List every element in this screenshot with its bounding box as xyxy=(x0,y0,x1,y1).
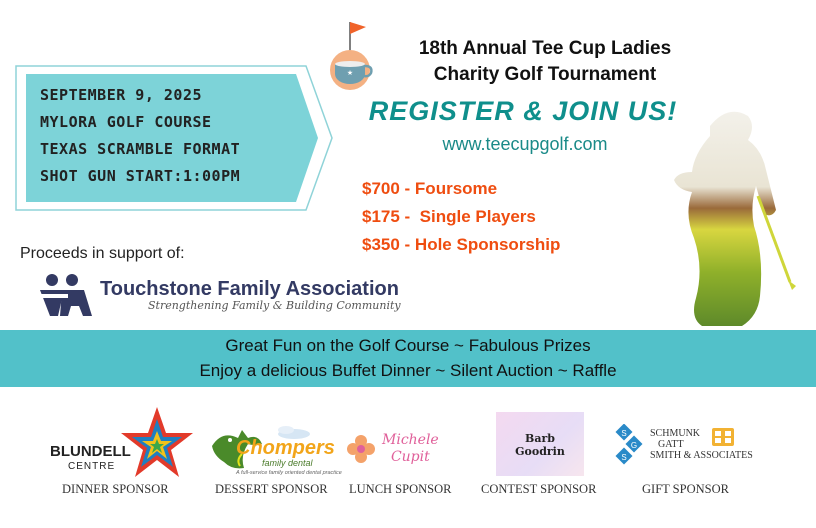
svg-text:★: ★ xyxy=(346,70,354,77)
dinner-sponsor-caption: DINNER SPONSOR xyxy=(62,482,169,496)
event-format: TEXAS SCRAMBLE FORMAT xyxy=(40,140,241,158)
event-date: SEPTEMBER 9, 2025 xyxy=(40,86,203,104)
highlights-line-2: Enjoy a delicious Buffet Dinner ~ Silent Auction ~ Raffle xyxy=(199,361,617,380)
sgs-diamond-icon xyxy=(612,424,652,468)
chompers-logo-sub: family dental xyxy=(262,458,313,468)
svg-text:S: S xyxy=(621,429,627,438)
beneficiary-name: Touchstone Family Association xyxy=(100,278,399,300)
event-details xyxy=(40,82,310,190)
price-single: $175 - Single Players xyxy=(362,207,536,226)
contest-sponsor-caption: CONTEST SPONSOR xyxy=(481,482,597,496)
lunch-sponsor-caption: LUNCH SPONSOR xyxy=(349,482,452,496)
dessert-sponsor-caption: DESSERT SPONSOR xyxy=(215,482,328,496)
price-foursome: $700 - Foursome xyxy=(362,179,498,198)
title-line-2: Charity Golf Tournament xyxy=(433,64,657,85)
barb-last-name: Goodrin xyxy=(515,445,565,458)
svg-text:S: S xyxy=(621,453,627,462)
register-heading: REGISTER & JOIN US! xyxy=(368,96,678,126)
sgs-name-1: SCHMUNK xyxy=(650,428,701,439)
chompers-logo-text: Chompers xyxy=(236,437,335,459)
gift-sponsor-caption: GIFT SPONSOR xyxy=(642,482,729,496)
sgs-logo-text xyxy=(650,428,753,461)
beneficiary-tagline: Strengthening Family & Building Community xyxy=(148,299,401,312)
sgs-name-2: GATT xyxy=(658,439,684,450)
title-line-1: 18th Annual Tee Cup Ladies xyxy=(418,38,672,59)
sgs-name-3: SMITH & ASSOCIATES xyxy=(650,450,753,461)
event-title xyxy=(380,36,710,88)
blundell-logo-text: BLUNDELL xyxy=(50,443,131,460)
event-venue: MYLORA GOLF COURSE xyxy=(40,113,212,131)
touchstone-family-logo-icon xyxy=(38,270,98,318)
michele-first-name: Michele xyxy=(382,432,439,448)
svg-text:G: G xyxy=(630,441,638,450)
blundell-logo-sub: CENTRE xyxy=(68,461,116,472)
flower-icon xyxy=(346,434,376,464)
proceeds-label: Proceeds in support of: xyxy=(20,245,185,262)
highlights-line-1: Great Fun on the Golf Course ~ Fabulous Prizes xyxy=(225,336,591,355)
tee-cup-logo-icon xyxy=(322,18,388,94)
price-list xyxy=(362,175,662,259)
price-hole-sponsorship: $350 - Hole Sponsorship xyxy=(362,235,561,254)
barb-goodrin-logo-text xyxy=(496,432,584,458)
golfer-silhouette-image xyxy=(640,96,816,328)
chompers-tagline: A full-service family oriented dental practice xyxy=(236,470,342,476)
blundell-star-icon xyxy=(120,405,194,479)
calculator-icon xyxy=(712,428,734,446)
michele-cupit-logo-text xyxy=(382,432,439,466)
michele-last-name: Cupit xyxy=(390,449,430,465)
barb-first-name: Barb xyxy=(525,432,555,445)
event-start-time: SHOT GUN START:1:00PM xyxy=(40,167,241,185)
website-link[interactable]: www.teecupgolf.com xyxy=(442,134,608,154)
